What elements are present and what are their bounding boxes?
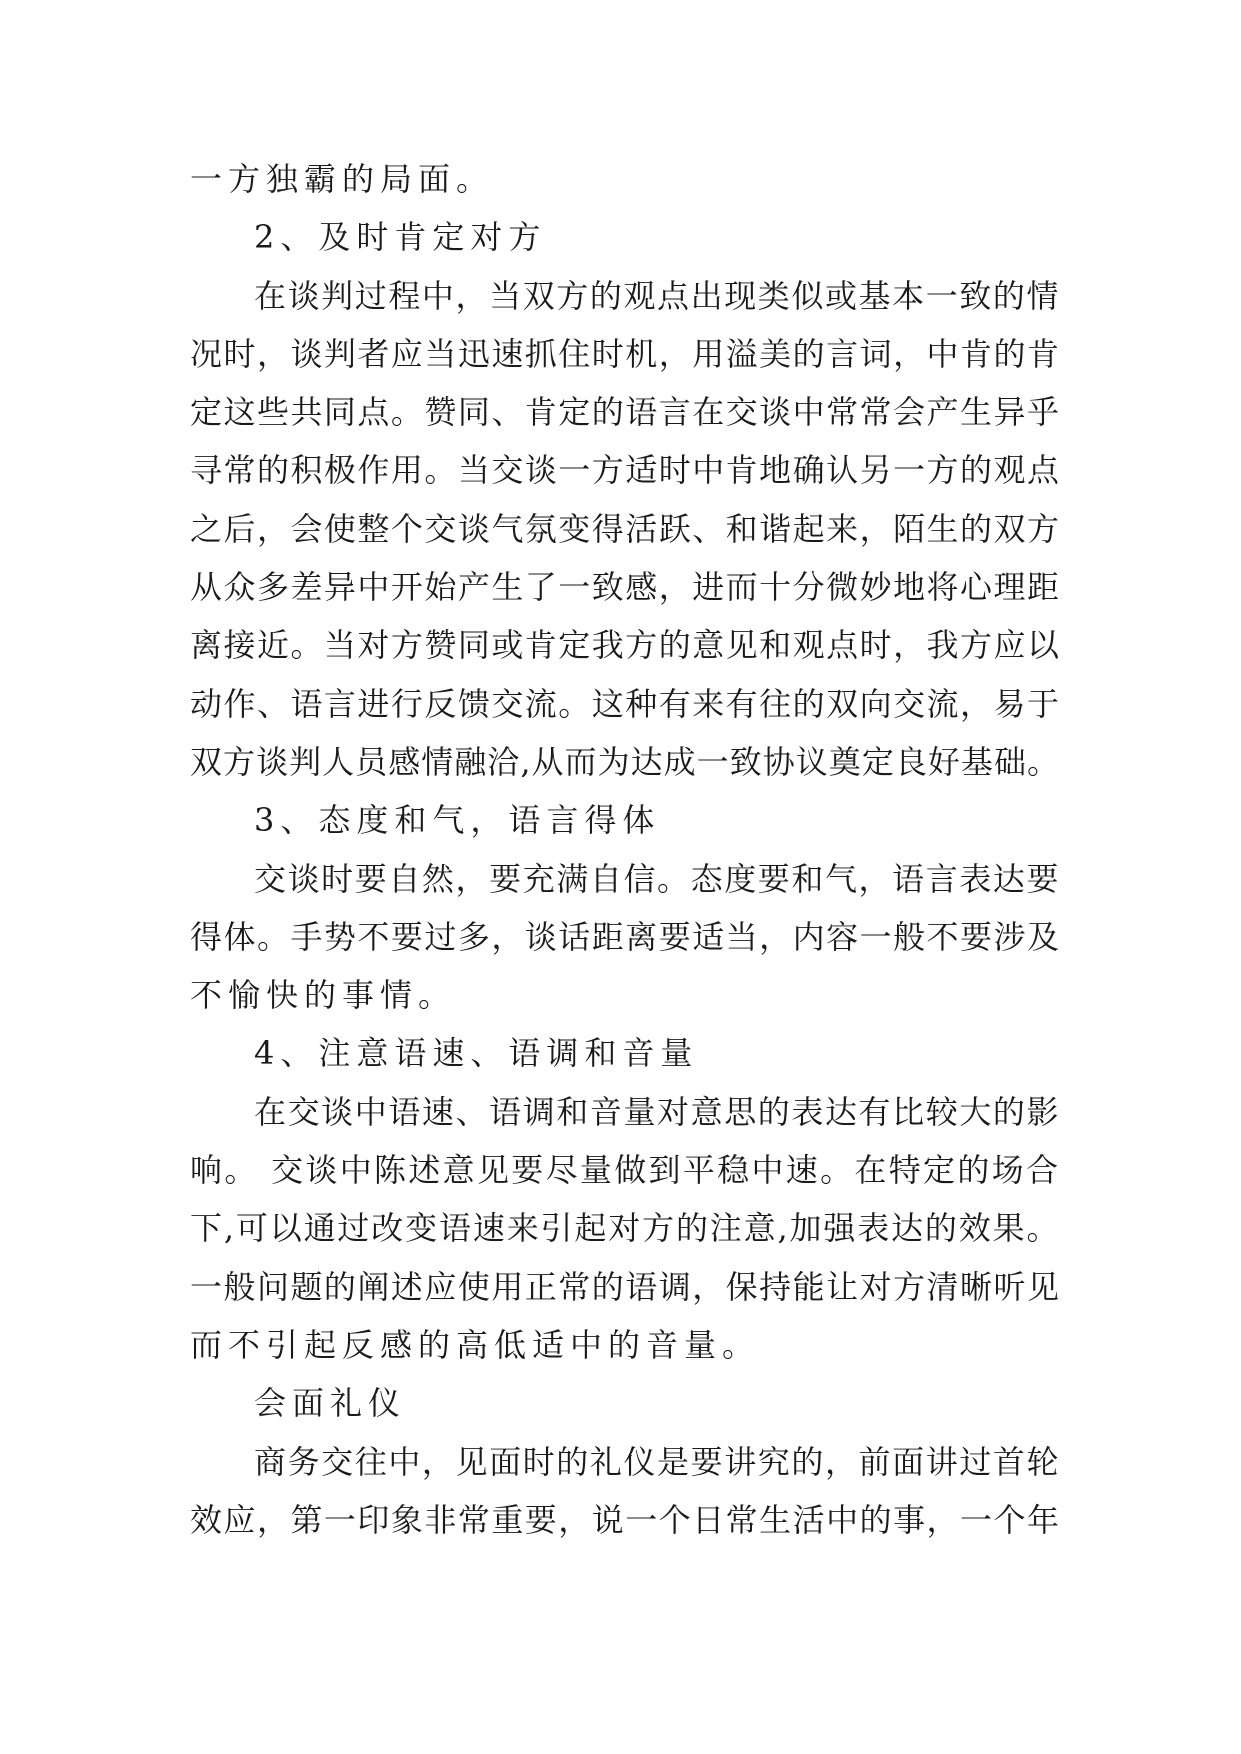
text-line: 交谈时要自然，要充满自信。态度要和气，语言表达要 [254,859,1060,898]
text-line: 动作、语言进行反馈交流。这种有来有往的双向交流，易于 [190,684,1060,723]
section-heading: 2、及时肯定对方 [254,218,547,257]
text-line: 定这些共同点。赞同、肯定的语言在交谈中常常会产生异乎 [190,393,1060,432]
text-line: 之后，会使整个交谈气氛变得活跃、和谐起来，陌生的双方 [190,509,1060,548]
section-heading: 3、态度和气，语言得体 [254,801,661,840]
text-line: 不愉快的事情。 [190,976,457,1015]
section-heading: 4、注意语速、语调和音量 [254,1034,699,1073]
text-line: 在交谈中语速、语调和音量对意思的表达有比较大的影 [254,1092,1060,1131]
text-line: 一般问题的阐述应使用正常的语调，保持能让对方清晰听见 [190,1267,1060,1306]
text-line: 双方谈判人员感情融洽,从而为达成一致协议奠定良好基础。 [190,742,1060,781]
text-line: 在谈判过程中，当双方的观点出现类似或基本一致的情 [254,276,1060,315]
text-line: 而不引起反感的高低适中的音量。 [190,1325,761,1364]
text-line: 得体。手势不要过多，谈话距离要适当，内容一般不要涉及 [190,917,1060,956]
document-body [190,150,1060,1549]
text-line: 商务交往中，见面时的礼仪是要讲究的，前面讲过首轮 [254,1442,1060,1481]
text-line: 从众多差异中开始产生了一致感，进而十分微妙地将心理距 [190,568,1060,607]
section-heading: 会面礼仪 [254,1384,407,1423]
text-line: 况时，谈判者应当迅速抓住时机，用溢美的言词，中肯的肯 [190,334,1060,373]
text-line: 一方独霸的局面。 [190,160,495,198]
text-line: 响。 交谈中陈述意见要尽量做到平稳中速。在特定的场合 [190,1151,1060,1190]
text-line: 效应，第一印象非常重要，说一个日常生活中的事，一个年 [190,1500,1060,1539]
text-line: 寻常的积极作用。当交谈一方适时中肯地确认另一方的观点 [190,451,1060,490]
text-line: 离接近。当对方赞同或肯定我方的意见和观点时，我方应以 [190,626,1060,665]
text-line: 下,可以通过改变语速来引起对方的注意,加强表达的效果。 [190,1209,1060,1248]
